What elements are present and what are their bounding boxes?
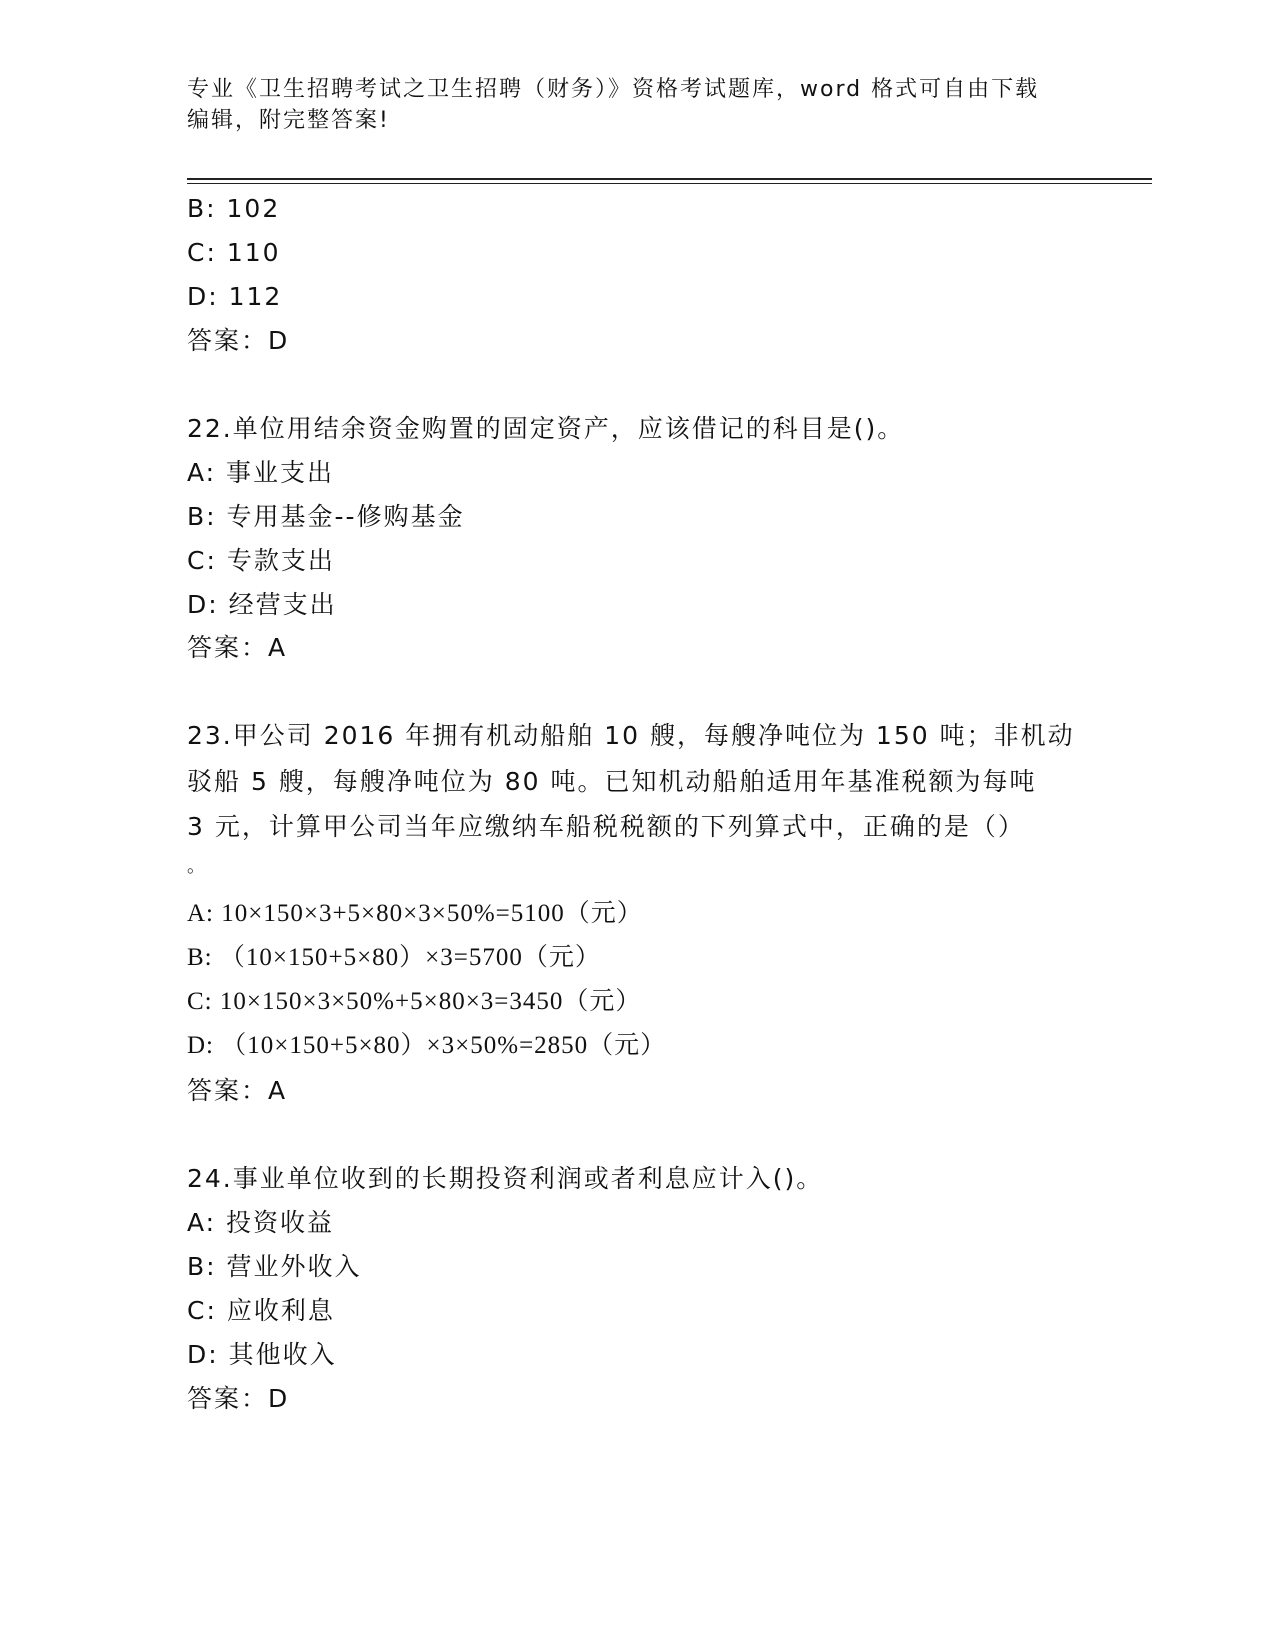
q24-option-c: C: 应收利息 [187, 1296, 335, 1325]
q22-option-d: D: 经营支出 [187, 590, 337, 619]
q21-option-c: C: 110 [187, 238, 281, 267]
q24-option-d: D: 其他收入 [187, 1340, 337, 1369]
q21-answer: 答案：D [187, 326, 290, 355]
q23-option-a: A: 10×150×3+5×80×3×50%=5100（元） [187, 900, 643, 927]
q22-option-b: B: 专用基金--修购基金 [187, 502, 465, 531]
q23-stem-line-2: 驳船 5 艘，每艘净吨位为 80 吨。已知机动船舶适用年基准税额为每吨 [187, 767, 1037, 796]
q23-option-c: C: 10×150×3×50%+5×80×3=3450（元） [187, 988, 642, 1015]
q23-option-d: D: （10×150+5×80）×3×50%=2850（元） [187, 1032, 667, 1059]
q24-option-b: B: 营业外收入 [187, 1252, 362, 1281]
q22-option-a: A: 事业支出 [187, 458, 335, 487]
q23-option-b: B: （10×150+5×80）×3=5700（元） [187, 944, 601, 971]
q23-stem-line-1: 23.甲公司 2016 年拥有机动船舶 10 艘，每艘净吨位为 150 吨；非机动 [187, 721, 1075, 750]
document-header [187, 74, 1087, 136]
q22-option-c: C: 专款支出 [187, 546, 335, 575]
header-line-1: 专业《卫生招聘考试之卫生招聘（财务）》资格考试题库，word 格式可自由下载 [187, 77, 1040, 102]
q24-stem: 24.事业单位收到的长期投资利润或者利息应计入()。 [187, 1164, 824, 1193]
q22-stem: 22.单位用结余资金购置的固定资产，应该借记的科目是()。 [187, 414, 905, 443]
q24-option-a: A: 投资收益 [187, 1208, 335, 1237]
q21-option-b: B: 102 [187, 194, 281, 223]
header-divider-thin [187, 183, 1152, 184]
q23-stem-line-4: 。 [187, 856, 207, 877]
q24-answer: 答案：D [187, 1384, 290, 1413]
q22-answer: 答案：A [187, 633, 288, 662]
q23-answer: 答案：A [187, 1076, 288, 1105]
q21-option-d: D: 112 [187, 282, 283, 311]
header-line-2: 编辑，附完整答案! [187, 108, 390, 133]
q23-stem-line-3: 3 元，计算甲公司当年应缴纳车船税税额的下列算式中，正确的是（） [187, 812, 1025, 841]
header-divider-thick [187, 178, 1152, 180]
